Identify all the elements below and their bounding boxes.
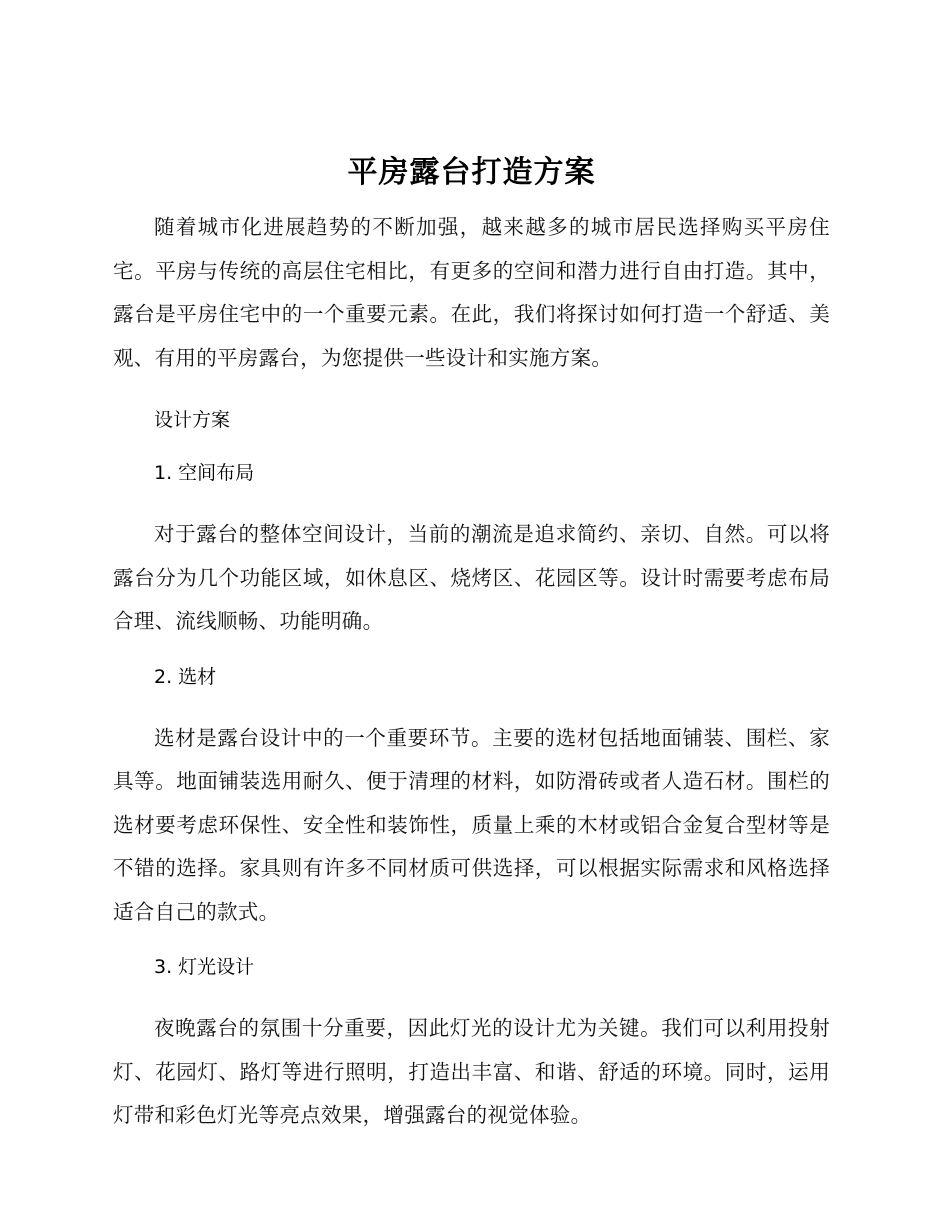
section-heading-materials: 2. 选材 (154, 665, 217, 688)
section-body-materials: 选材是露台设计中的一个重要环节。主要的选材包括地面铺装、围栏、家具等。地面铺装选用耐久、便于清理的材料，如防滑砖或者人造石材。围栏的选材要考虑环保性、安全性和装饰性，质量上乘的木材或铝合金复合型材等是不错的选择。家具则有许多不同材质可供选择，可以根据实际需求和风格选择适合自己的款式。 (113, 725, 830, 924)
document-content (113, 148, 830, 1138)
section-body-lighting: 夜晚露台的氛围十分重要，因此灯光的设计尤为关键。我们可以利用投射灯、花园灯、路灯等进行照明，打造出丰富、和谐、舒适的环境。同时，运用灯带和彩色灯光等亮点效果，增强露台的视觉体验。 (113, 1016, 830, 1127)
section-heading-lighting: 3. 灯光设计 (154, 956, 255, 978)
section-heading-layout: 1. 空间布局 (154, 462, 255, 484)
intro-paragraph: 随着城市化进展趋势的不断加强，越来越多的城市居民选择购买平房住宅。平房与传统的高层住宅相比，有更多的空间和潜力进行自由打造。其中，露台是平房住宅中的一个重要元素。在此，我们将探讨如何打造一个舒适、美观、有用的平房露台，为您提供一些设计和实施方案。 (113, 215, 830, 370)
design-heading: 设计方案 (154, 409, 231, 431)
document-title: 平房露台打造方案 (347, 155, 596, 190)
section-body-layout: 对于露台的整体空间设计，当前的潮流是追求简约、亲切、自然。可以将露台分为几个功能区域，如休息区、烧烤区、花园区等。设计时需要考虑布局合理、流线顺畅、功能明确。 (113, 522, 830, 633)
